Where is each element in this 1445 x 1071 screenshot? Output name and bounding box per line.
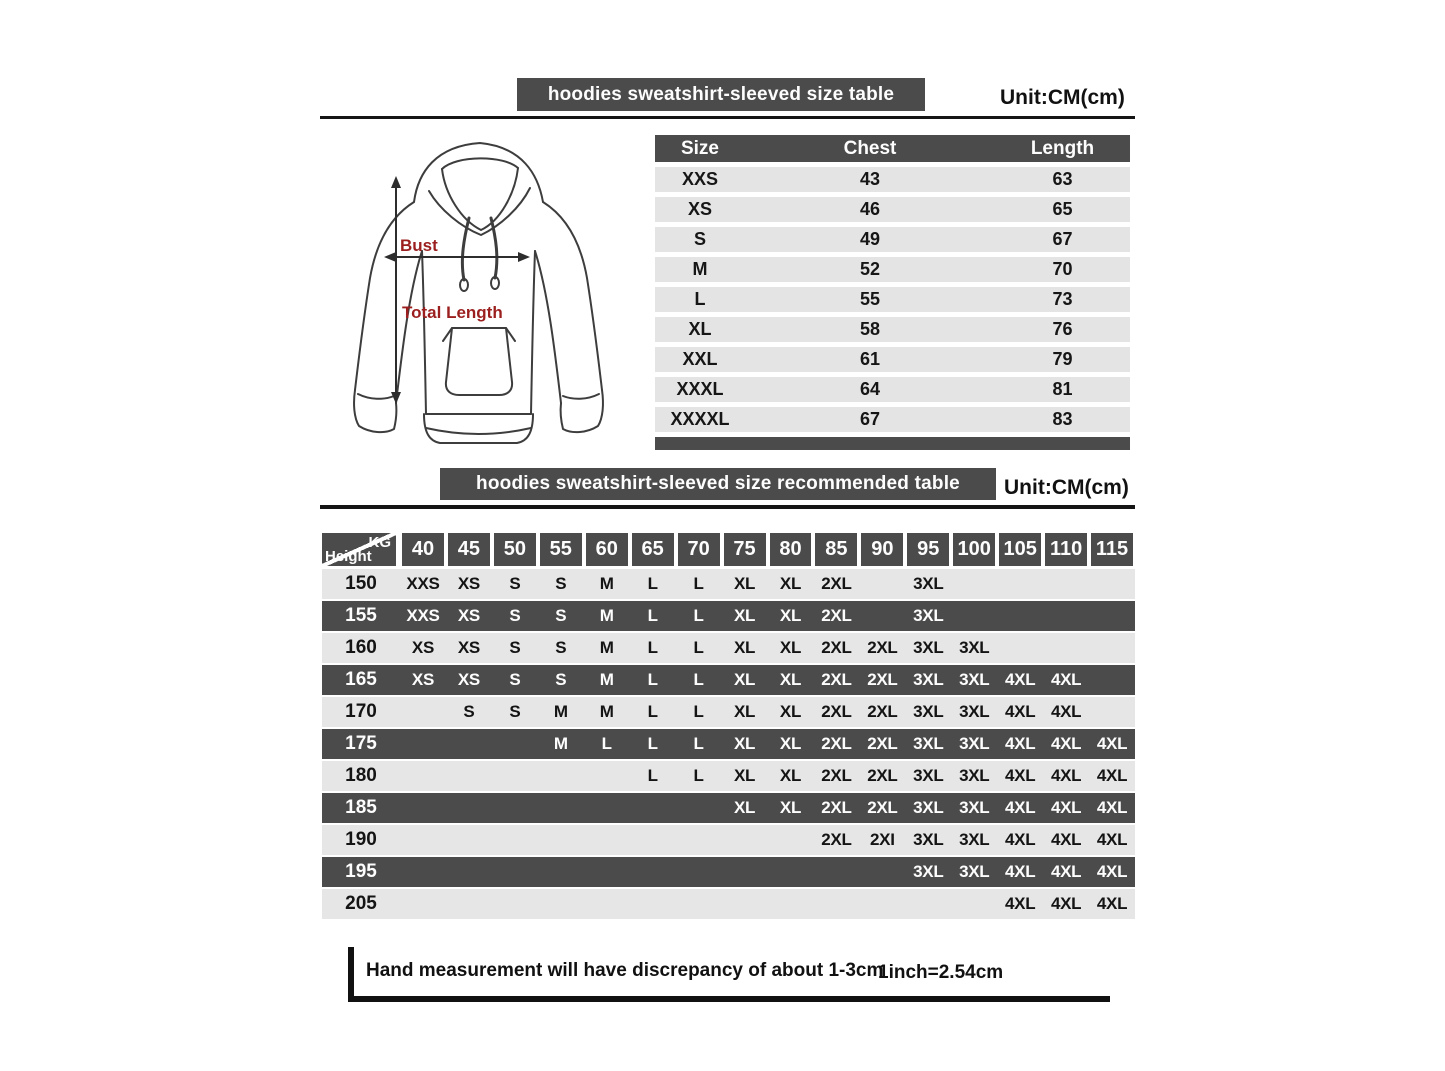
matrix-size-cell: 4XL <box>1096 734 1128 753</box>
matrix-size-cell: M <box>553 702 568 721</box>
matrix-height-label: 190 <box>345 829 377 850</box>
matrix-size-cell: L <box>601 734 612 753</box>
matrix-row <box>322 729 1135 761</box>
matrix-size-cell: 3XL <box>913 766 944 785</box>
size-table-cell: 76 <box>1052 319 1073 339</box>
matrix-size-cell: 4XL <box>1096 766 1128 785</box>
matrix-size-cell: 3XL <box>913 862 944 881</box>
matrix-row <box>322 889 1135 921</box>
matrix-size-cell: M <box>599 574 614 593</box>
matrix-size-cell: 2XL <box>821 766 852 785</box>
matrix-size-cell: 4XL <box>1096 894 1128 913</box>
divider-line-middle <box>320 505 1135 509</box>
matrix-size-cell: XS <box>457 574 480 593</box>
matrix-size-cell: 4XL <box>1096 830 1128 849</box>
matrix-size-cell: XS <box>411 670 434 689</box>
matrix-size-cell: L <box>647 606 658 625</box>
matrix-size-cell: 3XL <box>959 830 990 849</box>
matrix-row <box>322 793 1135 825</box>
recommended-size-matrix <box>322 533 1135 921</box>
size-table-cell: XXS <box>681 169 719 189</box>
total-length-label: Total Length <box>402 303 503 322</box>
divider-line-top <box>320 116 1135 119</box>
matrix-size-cell: 4XL <box>1050 862 1082 881</box>
matrix-size-cell: 4XL <box>1050 894 1082 913</box>
matrix-size-cell: 2XL <box>821 638 852 657</box>
matrix-size-cell: 3XL <box>959 734 990 753</box>
size-table-cell: XXXL <box>676 379 724 399</box>
size-table-row <box>655 197 1130 222</box>
matrix-size-cell: 2XL <box>867 798 898 817</box>
matrix-size-cell: XL <box>733 798 756 817</box>
size-table-row <box>655 347 1130 372</box>
matrix-row <box>322 569 1135 601</box>
matrix-size-cell: 2XL <box>821 734 852 753</box>
matrix-size-cell: L <box>647 638 658 657</box>
matrix-size-cell: XL <box>733 702 756 721</box>
matrix-weight-header-cell: 100 <box>953 533 995 566</box>
matrix-size-cell: 3XL <box>959 766 990 785</box>
size-table-cell: 43 <box>859 169 881 189</box>
matrix-size-cell: XL <box>779 574 802 593</box>
size-table-cell: 46 <box>859 199 881 219</box>
size-table-body <box>655 167 1130 432</box>
size-table-cell: XXXXL <box>670 409 730 429</box>
matrix-size-cell: XL <box>733 606 756 625</box>
matrix-size-cell: 4XL <box>1005 830 1036 849</box>
matrix-size-cell: S <box>509 702 521 721</box>
matrix-weight-header-cell: 45 <box>448 533 490 566</box>
matrix-size-cell: 3XL <box>959 638 990 657</box>
matrix-size-cell: 3XL <box>959 670 990 689</box>
matrix-size-cell: 2XL <box>867 734 898 753</box>
matrix-weight-header-cell: 105 <box>999 533 1041 566</box>
matrix-size-cell: M <box>599 606 614 625</box>
matrix-size-cell: 2XL <box>821 606 852 625</box>
matrix-size-cell: S <box>509 670 521 689</box>
matrix-size-cell: XXS <box>406 606 440 625</box>
matrix-size-cell: 2XL <box>821 702 852 721</box>
matrix-size-cell: XL <box>779 670 802 689</box>
matrix-size-cell: S <box>509 606 521 625</box>
matrix-size-cell: L <box>647 670 658 689</box>
size-table-cell: 81 <box>1052 379 1073 399</box>
corner-height-label: Height <box>325 548 372 565</box>
matrix-size-cell: 3XL <box>913 830 944 849</box>
matrix-size-cell: S <box>555 606 567 625</box>
matrix-size-cell: S <box>555 638 567 657</box>
matrix-size-cell: M <box>599 702 614 721</box>
size-table-header-cell: Size <box>680 137 720 159</box>
size-table-cell: XS <box>687 199 712 219</box>
matrix-size-cell: L <box>647 702 658 721</box>
size-table-row <box>655 257 1130 282</box>
matrix-size-cell: L <box>693 638 704 657</box>
matrix-size-cell: XL <box>733 734 756 753</box>
matrix-size-cell: 2XL <box>821 670 852 689</box>
inch-conversion-note: 1inch=2.54cm <box>878 962 1004 983</box>
matrix-size-cell: XXS <box>406 574 440 593</box>
size-table-cell: S <box>693 229 706 249</box>
size-table-title-bar <box>517 78 925 111</box>
matrix-height-label: 165 <box>345 669 377 690</box>
matrix-size-cell: 2XL <box>867 638 898 657</box>
matrix-size-cell: 2XL <box>821 798 852 817</box>
matrix-size-cell: 4XL <box>1005 670 1036 689</box>
size-table-row <box>655 227 1130 252</box>
matrix-size-cell: XL <box>733 638 756 657</box>
matrix-size-cell: 4XL <box>1050 766 1082 785</box>
matrix-size-cell: XL <box>733 574 756 593</box>
matrix-size-cell: 4XL <box>1096 798 1128 817</box>
matrix-size-cell: S <box>555 670 567 689</box>
size-table-cell: M <box>692 259 708 279</box>
matrix-row <box>322 825 1135 857</box>
size-table-cell: 58 <box>859 319 881 339</box>
matrix-size-cell: 2XL <box>821 830 852 849</box>
matrix-size-cell: 4XL <box>1005 702 1036 721</box>
matrix-size-cell: 3XL <box>959 798 990 817</box>
matrix-size-cell: XL <box>779 766 802 785</box>
matrix-size-cell: XL <box>779 702 802 721</box>
size-table-cell: 83 <box>1052 409 1073 429</box>
matrix-size-cell: XL <box>779 798 802 817</box>
matrix-row <box>322 601 1135 633</box>
matrix-size-cell: M <box>599 638 614 657</box>
matrix-size-cell: XS <box>457 670 480 689</box>
size-table-cell: 63 <box>1052 169 1073 189</box>
measurement-discrepancy-note: Hand measurement will have discrepancy of about 1-3cm <box>366 960 884 981</box>
matrix-weight-header-cell: 115 <box>1091 533 1133 566</box>
matrix-weight-header-cell: 110 <box>1045 533 1087 566</box>
matrix-size-cell: 4XL <box>1005 766 1036 785</box>
size-table <box>655 135 1130 450</box>
size-table-header-cell: Length <box>1030 137 1095 159</box>
footer-horizontal-line <box>348 996 1110 1002</box>
matrix-size-cell: 4XL <box>1050 830 1082 849</box>
matrix-size-cell: 4XL <box>1005 862 1036 881</box>
size-table-cell: XXL <box>682 349 718 369</box>
hoodie-line-drawing <box>330 132 630 462</box>
bust-label: Bust <box>400 236 438 255</box>
matrix-size-cell: XL <box>779 734 802 753</box>
matrix-size-cell: 2XL <box>821 574 852 593</box>
matrix-size-cell: 4XL <box>1005 894 1036 913</box>
matrix-weight-header-cell: 55 <box>540 533 582 566</box>
matrix-size-cell: M <box>599 670 614 689</box>
matrix-height-label: 150 <box>345 573 377 594</box>
size-table-cell: 55 <box>859 289 881 309</box>
matrix-size-cell: XL <box>733 670 756 689</box>
matrix-header-row <box>322 533 1135 566</box>
size-table-cell: 65 <box>1052 199 1073 219</box>
matrix-corner-cell <box>322 533 396 566</box>
recommended-table-title: hoodies sweatshirt-sleeved size recommended table <box>476 473 960 494</box>
size-table-header-row <box>655 135 1130 162</box>
matrix-size-cell: M <box>553 734 568 753</box>
size-table-title: hoodies sweatshirt-sleeved size table <box>547 83 895 105</box>
matrix-size-cell: 2XL <box>867 766 898 785</box>
matrix-height-label: 205 <box>345 893 377 914</box>
matrix-size-cell: XS <box>457 606 480 625</box>
size-table-cell: XL <box>688 319 712 339</box>
matrix-weight-header-cell: 75 <box>724 533 766 566</box>
matrix-size-cell: 4XL <box>1005 734 1036 753</box>
matrix-size-cell: XS <box>457 638 480 657</box>
footer-vertical-bar <box>348 947 354 1000</box>
matrix-size-cell: XL <box>779 606 802 625</box>
matrix-size-cell: 2XL <box>867 670 898 689</box>
matrix-row <box>322 697 1135 729</box>
matrix-size-cell: L <box>693 766 704 785</box>
matrix-size-cell: 3XL <box>913 702 944 721</box>
matrix-size-cell: L <box>693 670 704 689</box>
matrix-body <box>322 569 1135 921</box>
size-table-bottom-bar <box>655 437 1130 450</box>
matrix-size-cell: XS <box>411 638 434 657</box>
size-table-cell: 70 <box>1052 259 1073 279</box>
matrix-row <box>322 633 1135 665</box>
size-table-cell: 67 <box>1052 229 1073 249</box>
matrix-height-label: 195 <box>345 861 377 882</box>
matrix-size-cell: L <box>647 574 658 593</box>
matrix-size-cell: XL <box>733 766 756 785</box>
recommended-table-title-bar <box>440 468 996 500</box>
matrix-weight-header-cell: 70 <box>678 533 720 566</box>
matrix-weight-header-cell: 85 <box>815 533 857 566</box>
matrix-weight-header-cell: 65 <box>632 533 674 566</box>
matrix-size-cell: L <box>647 766 658 785</box>
recommended-table-unit-label: Unit:CM(cm) <box>1004 476 1129 499</box>
matrix-size-cell: 4XL <box>1005 798 1036 817</box>
matrix-row <box>322 761 1135 793</box>
size-table-row <box>655 407 1130 432</box>
size-table-cell: 52 <box>859 259 881 279</box>
matrix-size-cell: 3XL <box>959 702 990 721</box>
matrix-size-cell: S <box>509 638 521 657</box>
matrix-size-cell: 3XL <box>913 638 944 657</box>
size-table-cell: 61 <box>859 349 881 369</box>
matrix-size-cell: S <box>555 574 567 593</box>
matrix-size-cell: L <box>693 702 704 721</box>
matrix-weight-header-cell: 40 <box>402 533 444 566</box>
size-table-row <box>655 167 1130 192</box>
matrix-size-cell: L <box>693 574 704 593</box>
size-table-row <box>655 377 1130 402</box>
matrix-size-cell: 4XL <box>1050 798 1082 817</box>
matrix-size-cell: XL <box>779 638 802 657</box>
matrix-size-cell: L <box>693 734 704 753</box>
matrix-size-cell: 4XL <box>1096 862 1128 881</box>
matrix-size-cell: 3XL <box>913 670 944 689</box>
matrix-height-label: 160 <box>345 637 377 658</box>
matrix-height-label: 170 <box>345 701 377 722</box>
matrix-height-label: 155 <box>345 605 377 626</box>
matrix-height-label: 185 <box>345 797 377 818</box>
matrix-size-cell: L <box>693 606 704 625</box>
matrix-size-cell: 3XL <box>913 574 944 593</box>
matrix-weight-header-cell: 80 <box>770 533 812 566</box>
size-table-cell: 64 <box>859 379 881 399</box>
matrix-size-cell: 4XL <box>1050 670 1082 689</box>
matrix-weight-header-cell: 90 <box>861 533 903 566</box>
matrix-size-cell: S <box>463 702 475 721</box>
hoodie-measurement-diagram <box>330 132 630 462</box>
size-table-cell: 49 <box>859 229 881 249</box>
matrix-size-cell: 4XL <box>1050 734 1082 753</box>
matrix-size-cell: 3XL <box>913 798 944 817</box>
matrix-size-cell: 2XL <box>867 702 898 721</box>
matrix-weight-header-cell: 95 <box>907 533 949 566</box>
matrix-size-cell: 4XL <box>1050 702 1082 721</box>
size-table-cell: L <box>694 289 706 309</box>
matrix-size-cell: L <box>647 734 658 753</box>
matrix-weight-header-cell: 60 <box>586 533 628 566</box>
matrix-row <box>322 857 1135 889</box>
size-table-row <box>655 317 1130 342</box>
matrix-height-label: 180 <box>345 765 377 786</box>
size-table-unit-label: Unit:CM(cm) <box>1000 86 1125 109</box>
matrix-size-cell: 2XI <box>870 830 895 849</box>
size-table-row <box>655 287 1130 312</box>
size-table-cell: 73 <box>1052 289 1073 309</box>
matrix-size-cell: 3XL <box>913 734 944 753</box>
matrix-size-cell: S <box>509 574 521 593</box>
corner-kg-label: KG <box>368 534 391 551</box>
size-table-cell: 67 <box>859 409 881 429</box>
matrix-row <box>322 665 1135 697</box>
size-table-header-cell: Chest <box>843 137 897 159</box>
matrix-weight-header-cell: 50 <box>494 533 536 566</box>
size-table-cell: 79 <box>1052 349 1073 369</box>
matrix-height-label: 175 <box>345 733 377 754</box>
matrix-size-cell: 3XL <box>959 862 990 881</box>
matrix-size-cell: 3XL <box>913 606 944 625</box>
